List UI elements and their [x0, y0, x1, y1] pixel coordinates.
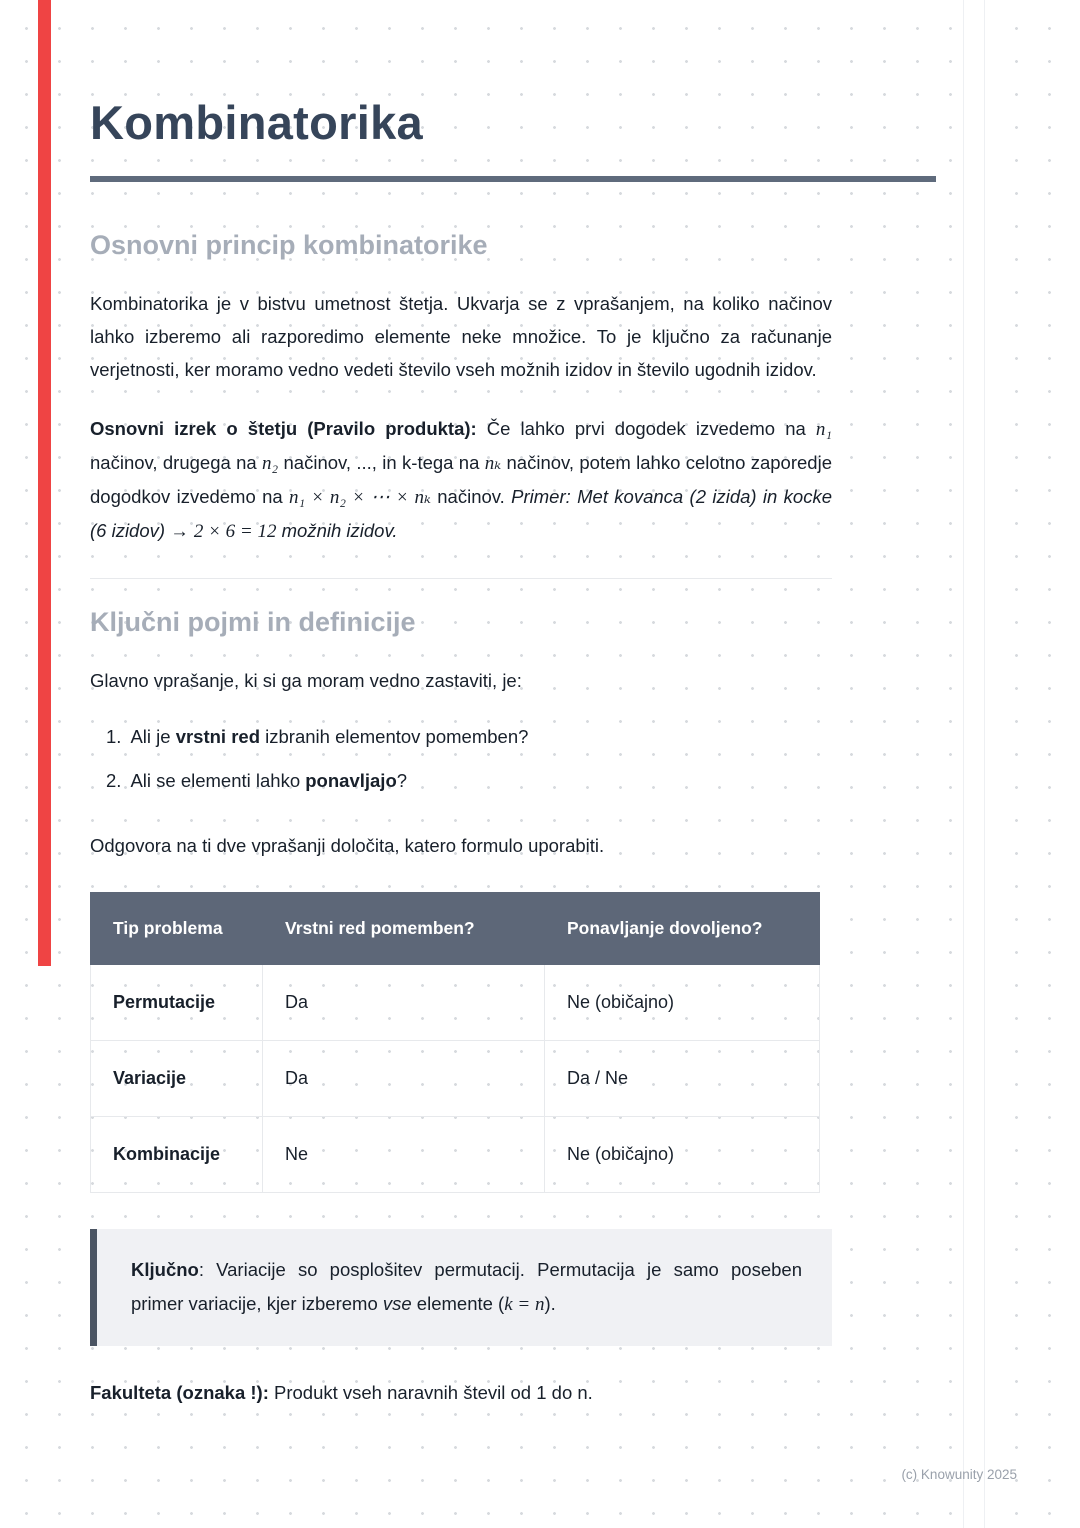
text-segment-italic: Primer: Met kovanca (2 izida) in kocke (6 izidov) → — [90, 486, 832, 542]
text-segment-normal: ). — [544, 1293, 556, 1315]
text-segment-normal: načinov, potem lahko celotno zaporedje dogodkov izvedemo na — [90, 452, 832, 508]
text-segment-math: 2 × 6 = 12 — [193, 521, 277, 543]
cell-repetition: Da / Ne — [545, 1041, 820, 1117]
cell-repetition: Ne (običajno) — [545, 1117, 820, 1193]
text-segment-math: n₂ — [262, 453, 279, 475]
cell-order: Da — [263, 1041, 545, 1117]
table-row — [91, 1041, 820, 1117]
list-item-number: 2. — [106, 770, 122, 792]
answer-note-paragraph: Odgovora na ti dve vprašanji določita, katero formulo uporabiti. — [90, 835, 605, 857]
table-row — [91, 1117, 820, 1193]
list-item-text — [130, 715, 528, 759]
cell-order: Da — [263, 965, 545, 1041]
text-segment-normal: načinov. — [430, 486, 512, 508]
table-header-row — [91, 893, 820, 965]
cell-order: Ne — [263, 1117, 545, 1193]
column-header-problem-type: Tip problema — [91, 893, 263, 965]
column-header-repetition-allowed: Ponavljanje dovoljeno? — [545, 893, 820, 965]
text-segment-math: nₖ — [484, 453, 502, 475]
text-segment-normal: Produkt vseh naravnih števil od 1 do n. — [268, 1382, 593, 1404]
cell-repetition: Ne (običajno) — [545, 965, 820, 1041]
document-content — [90, 0, 936, 1409]
page-edge-accent-strip — [38, 0, 51, 966]
table-row — [91, 965, 820, 1041]
text-segment-bold: ponavljajo — [305, 770, 397, 792]
text-segment-normal: : Variacije so posplošitev permutacij. Permutacija je samo poseben primer variacije, kjer izberemo — [131, 1259, 802, 1315]
text-segment-math: n₁ × n₂ × ⋯ × nₖ — [289, 487, 431, 509]
list-item-number: 1. — [106, 726, 122, 748]
text-segment-normal: Ali se elementi lahko — [130, 770, 306, 792]
copyright-watermark: (c) Knowunity 2025 — [901, 1467, 1017, 1482]
key-note-callout — [90, 1229, 832, 1346]
text-segment-math: n₁ — [815, 419, 832, 441]
text-segment-normal: elemente ( — [411, 1293, 505, 1315]
text-segment-bold: Fakulteta (oznaka !): — [90, 1382, 269, 1404]
product-rule-paragraph — [90, 412, 832, 548]
text-segment-italic: vse — [382, 1293, 412, 1315]
section-heading-basic-principle: Osnovni princip kombinatorike — [90, 230, 488, 261]
text-segment-normal: Ali je — [130, 726, 176, 748]
text-segment-normal: načinov, ..., in k-tega na — [278, 452, 485, 474]
text-segment-bold: Ključno — [131, 1259, 199, 1281]
column-header-order-matters: Vrstni red pomemben? — [263, 893, 545, 965]
title-underline — [90, 176, 936, 182]
question-list — [106, 715, 936, 803]
cell-problem-type: Permutacije — [91, 965, 263, 1041]
list-item — [106, 759, 936, 803]
cell-problem-type: Variacije — [91, 1041, 263, 1117]
combinatorics-types-table — [90, 892, 820, 1193]
text-segment-bold: Osnovni izrek o štetju (Pravilo produkta): — [90, 418, 477, 440]
scrollbar[interactable] — [963, 0, 985, 1528]
list-item-text — [130, 759, 407, 803]
key-question-lead: Glavno vprašanje, ki si ga moram vedno zastaviti, je: — [90, 670, 522, 692]
section-heading-key-concepts: Ključni pojmi in definicije — [90, 607, 416, 638]
text-segment-italic: možnih izidov. — [276, 520, 398, 542]
text-segment-math: k = n — [504, 1294, 545, 1316]
text-segment-normal: ? — [396, 770, 408, 792]
factorial-definition-paragraph — [90, 1376, 832, 1409]
text-segment-normal: izbranih elementov pomemben? — [260, 726, 529, 748]
text-segment-bold: vrstni red — [175, 726, 260, 748]
cell-problem-type: Kombinacije — [91, 1117, 263, 1193]
section-divider — [90, 578, 832, 579]
text-segment-normal: načinov, drugega na — [90, 452, 263, 474]
intro-paragraph: Kombinatorika je v bistvu umetnost štetja. Ukvarja se z vprašanjem, na koliko načinov lahko izberemo ali razporedimo elemente neke množice. To je ključno za računanje verjetnosti, ker moramo vedno vedeti število vseh možnih izidov in število ugodnih izidov. — [90, 293, 832, 381]
page-title: Kombinatorika — [90, 96, 423, 149]
text-segment-normal: Če lahko prvi dogodek izvedemo na — [476, 418, 816, 440]
list-item — [106, 715, 936, 759]
